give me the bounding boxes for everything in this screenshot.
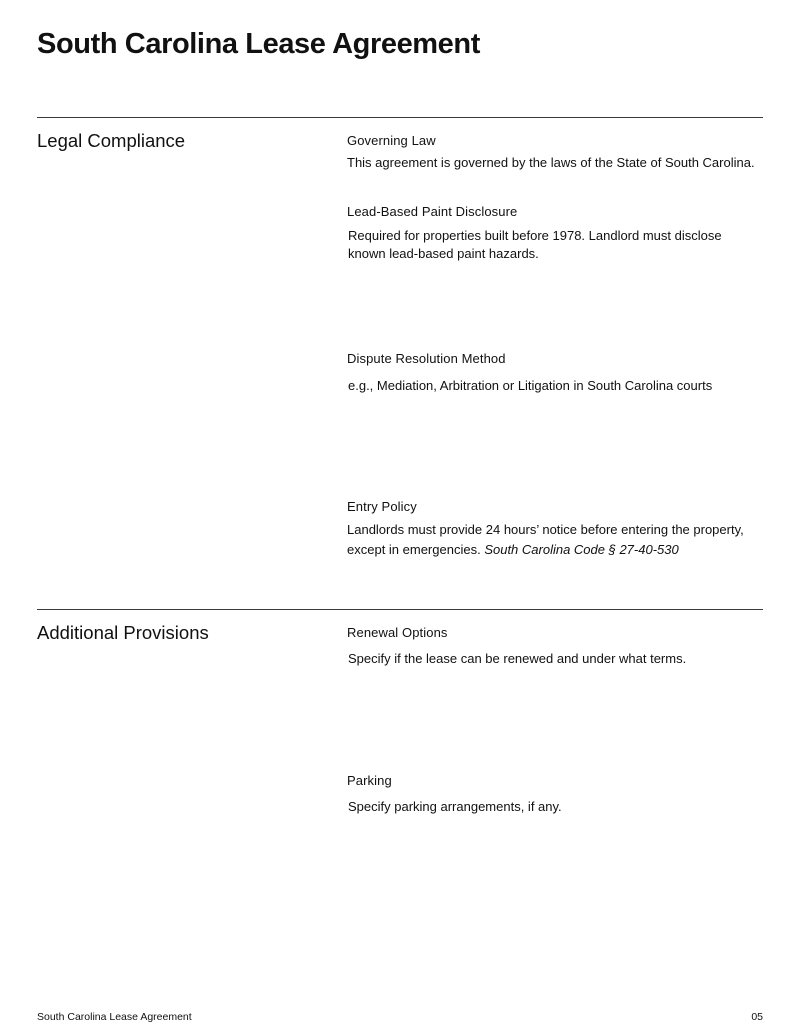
section-additional-provisions <box>37 609 763 990</box>
field-value: This agreement is governed by the laws of the State of South Carolina. <box>347 155 755 170</box>
footer-page-number: 05 <box>751 1011 763 1023</box>
field-label: Governing Law <box>347 133 436 148</box>
page-title: South Carolina Lease Agreement <box>37 28 480 60</box>
field-label: Parking <box>347 773 392 788</box>
field-label: Dispute Resolution Method <box>347 351 506 366</box>
field-label: Lead-Based Paint Disclosure <box>347 204 518 219</box>
footer-document-name: South Carolina Lease Agreement <box>37 1011 192 1023</box>
field-value <box>347 520 767 560</box>
entry-policy-text: Landlords must provide 24 hours’ notice before entering the property, except in emergencies. <box>347 522 744 557</box>
field-dispute-resolution <box>347 351 767 395</box>
field-entry-policy <box>347 499 767 560</box>
statute-citation: South Carolina Code § 27-40-530 <box>484 542 679 557</box>
field-renewal-options <box>347 625 767 668</box>
section-title: Additional Provisions <box>37 622 209 643</box>
field-lead-paint-disclosure <box>347 204 767 263</box>
field-value: Required for properties built before 1978. Landlord must disclose known lead-based paint hazards. <box>348 228 722 261</box>
field-label: Entry Policy <box>347 499 417 514</box>
field-governing-law <box>347 133 767 172</box>
field-parking <box>347 773 767 816</box>
field-value: Specify if the lease can be renewed and under what terms. <box>348 651 687 666</box>
field-value: e.g., Mediation, Arbitration or Litigation in South Carolina courts <box>348 378 713 393</box>
section-legal-compliance <box>37 117 763 608</box>
field-value: Specify parking arrangements, if any. <box>348 799 562 814</box>
field-label: Renewal Options <box>347 625 448 640</box>
section-title: Legal Compliance <box>37 130 186 151</box>
